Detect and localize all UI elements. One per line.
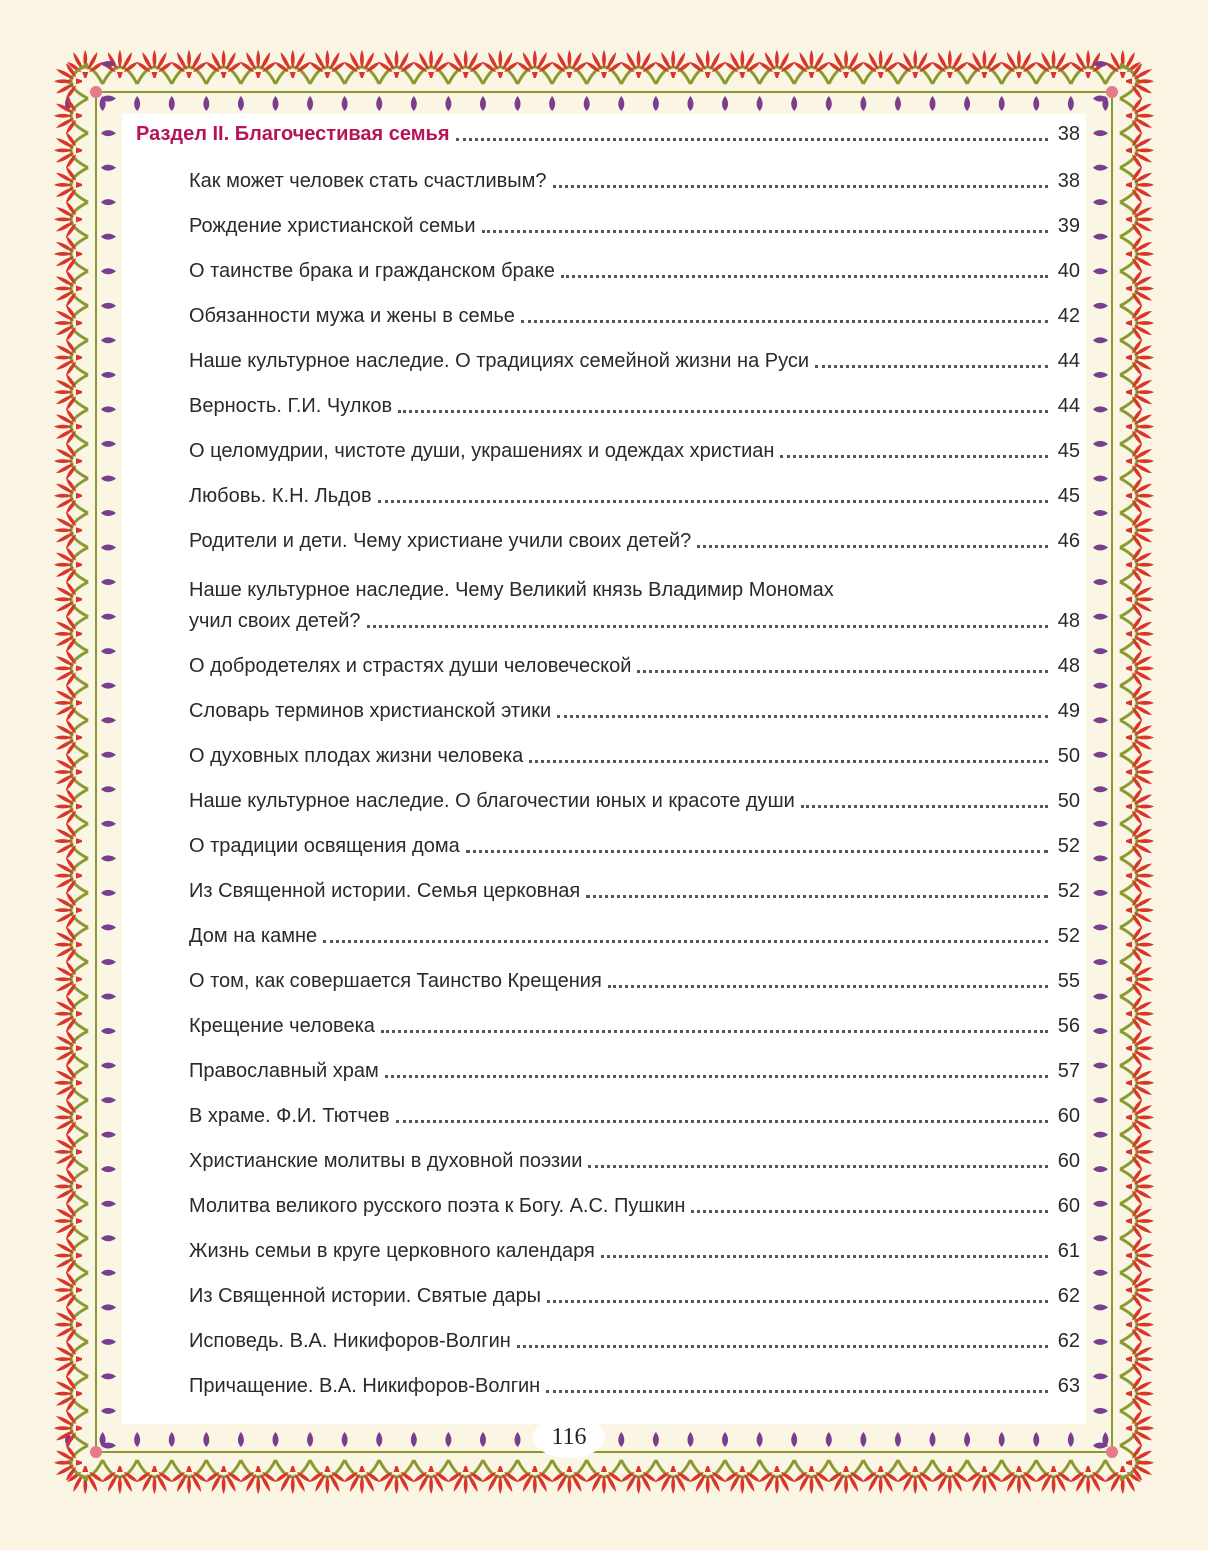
toc-entry[interactable]	[189, 922, 1080, 950]
entry-title: Наше культурное наследие. О благочестии юных и красоте души	[189, 790, 795, 812]
entry-title: Из Священной истории. Семья церковная	[189, 880, 581, 902]
toc-entry[interactable]	[189, 392, 1080, 420]
toc-entry[interactable]	[189, 167, 1080, 195]
entry-page: 61	[1057, 1240, 1080, 1262]
dot-leader	[586, 895, 1048, 898]
toc-entry[interactable]	[189, 1282, 1080, 1310]
entry-page: 62	[1057, 1285, 1080, 1307]
toc-entry[interactable]	[189, 1057, 1080, 1085]
entry-title: Причащение. В.А. Никифоров-Волгин	[189, 1375, 541, 1397]
entry-page: 50	[1057, 745, 1080, 767]
entry-page: 48	[1057, 610, 1080, 632]
section-title: Раздел II. Благочестивая семья	[136, 123, 450, 145]
entry-title: Исповедь. В.А. Никифоров-Волгин	[189, 1330, 511, 1352]
dot-leader	[367, 625, 1048, 628]
entry-page: 40	[1057, 260, 1080, 282]
dot-leader	[608, 985, 1048, 988]
toc-entry[interactable]	[189, 742, 1080, 770]
dot-leader	[557, 715, 1048, 718]
entry-page: 56	[1057, 1015, 1080, 1037]
toc-entry[interactable]	[189, 832, 1080, 860]
dot-leader	[396, 1120, 1048, 1123]
toc-entry[interactable]	[189, 347, 1080, 375]
dot-leader	[697, 545, 1048, 548]
toc-entry[interactable]	[189, 1102, 1080, 1130]
dot-leader	[381, 1030, 1048, 1033]
dot-leader	[456, 138, 1049, 141]
entry-title: Обязанности мужа и жены в семье	[189, 305, 515, 327]
dot-leader	[546, 1390, 1048, 1393]
toc-entry[interactable]	[189, 652, 1080, 680]
toc-entry[interactable]	[189, 967, 1080, 995]
entry-page: 50	[1057, 790, 1080, 812]
page-number-badge	[533, 1416, 605, 1458]
entry-page: 45	[1057, 440, 1080, 462]
dot-leader	[517, 1345, 1048, 1348]
dot-leader	[529, 760, 1048, 763]
entry-page: 52	[1057, 925, 1080, 947]
entry-title: Православный храм	[189, 1060, 379, 1082]
dot-leader	[588, 1165, 1048, 1168]
toc-entry[interactable]	[189, 1327, 1080, 1355]
entry-page: 57	[1057, 1060, 1080, 1082]
entry-title: О традиции освящения дома	[189, 835, 460, 857]
entry-page: 62	[1057, 1330, 1080, 1352]
toc-entry[interactable]	[189, 877, 1080, 905]
toc-entry[interactable]	[189, 1012, 1080, 1040]
entry-title: Молитва великого русского поэта к Богу. А.С. Пушкин	[189, 1195, 686, 1217]
entry-page: 55	[1057, 970, 1080, 992]
entry-title: Любовь. К.Н. Льдов	[189, 485, 372, 507]
toc-entry[interactable]	[189, 1147, 1080, 1175]
toc-entry[interactable]	[189, 527, 1080, 555]
toc-section-heading[interactable]	[136, 120, 1080, 148]
entry-page: 60	[1057, 1195, 1080, 1217]
entry-page: 46	[1057, 530, 1080, 552]
entry-page: 44	[1057, 350, 1080, 372]
entry-title: Наше культурное наследие. О традициях семейной жизни на Руси	[189, 350, 810, 372]
dot-leader	[815, 365, 1048, 368]
entry-title: Рождение христианской семьи	[189, 215, 476, 237]
dot-leader	[323, 940, 1048, 943]
dot-leader	[521, 320, 1048, 323]
entry-page: 60	[1057, 1150, 1080, 1172]
page-number: 116	[551, 1423, 587, 1450]
dot-leader	[378, 500, 1048, 503]
dot-leader	[482, 230, 1048, 233]
entry-title: О целомудрии, чистоте души, украшениях и одеждах христиан	[189, 440, 775, 462]
toc-entry[interactable]	[189, 1372, 1080, 1400]
entry-page: 39	[1057, 215, 1080, 237]
entry-title: О духовных плодах жизни человека	[189, 745, 524, 767]
toc-entry[interactable]	[189, 257, 1080, 285]
dot-leader	[561, 275, 1048, 278]
entry-title: Словарь терминов христианской этики	[189, 700, 552, 722]
dot-leader	[547, 1300, 1048, 1303]
entry-title: Из Священной истории. Святые дары	[189, 1285, 542, 1307]
entry-title: Родители и дети. Чему христиане учили своих детей?	[189, 530, 692, 552]
dot-leader	[398, 410, 1048, 413]
dot-leader	[801, 805, 1048, 808]
entry-page: 60	[1057, 1105, 1080, 1127]
toc-entry[interactable]	[189, 1192, 1080, 1220]
entry-page: 49	[1057, 700, 1080, 722]
dot-leader	[385, 1075, 1048, 1078]
dot-leader	[691, 1210, 1048, 1213]
entry-page: 48	[1057, 655, 1080, 677]
toc-entry[interactable]	[189, 482, 1080, 510]
toc-entry[interactable]	[189, 302, 1080, 330]
dot-leader	[601, 1255, 1048, 1258]
entry-page: 38	[1057, 170, 1080, 192]
entry-title: Верность. Г.И. Чулков	[189, 395, 393, 417]
entry-title: Крещение человека	[189, 1015, 375, 1037]
toc-entry-multiline[interactable]	[189, 574, 1080, 635]
entry-title: В храме. Ф.И. Тютчев	[189, 1105, 390, 1127]
dot-leader	[637, 670, 1048, 673]
entry-title-line1: Наше культурное наследие. Чему Великий князь Владимир Мономах	[189, 579, 834, 601]
entry-title-line2: учил своих детей?	[189, 610, 361, 632]
entry-title: О таинстве брака и гражданском браке	[189, 260, 555, 282]
entry-page: 45	[1057, 485, 1080, 507]
toc-panel	[122, 114, 1086, 1424]
dot-leader	[466, 850, 1048, 853]
entry-page: 44	[1057, 395, 1080, 417]
entry-title: Жизнь семьи в круге церковного календаря	[189, 1240, 595, 1262]
entry-title: Как может человек стать счастливым?	[189, 170, 547, 192]
section-page: 38	[1057, 123, 1080, 145]
entry-page: 42	[1057, 305, 1080, 327]
entry-page: 52	[1057, 880, 1080, 902]
entry-page: 52	[1057, 835, 1080, 857]
entry-page: 63	[1057, 1375, 1080, 1397]
entry-title: О том, как совершается Таинство Крещения	[189, 970, 602, 992]
entry-title: О добродетелях и страстях души человеческой	[189, 655, 632, 677]
toc-entry[interactable]	[189, 697, 1080, 725]
dot-leader	[780, 455, 1048, 458]
toc-entry[interactable]	[189, 1237, 1080, 1265]
toc-entry[interactable]	[189, 212, 1080, 240]
entry-title: Христианские молитвы в духовной поэзии	[189, 1150, 583, 1172]
dot-leader	[553, 185, 1048, 188]
toc-entry[interactable]	[189, 437, 1080, 465]
entry-title: Дом на камне	[189, 925, 318, 947]
toc-entry[interactable]	[189, 787, 1080, 815]
